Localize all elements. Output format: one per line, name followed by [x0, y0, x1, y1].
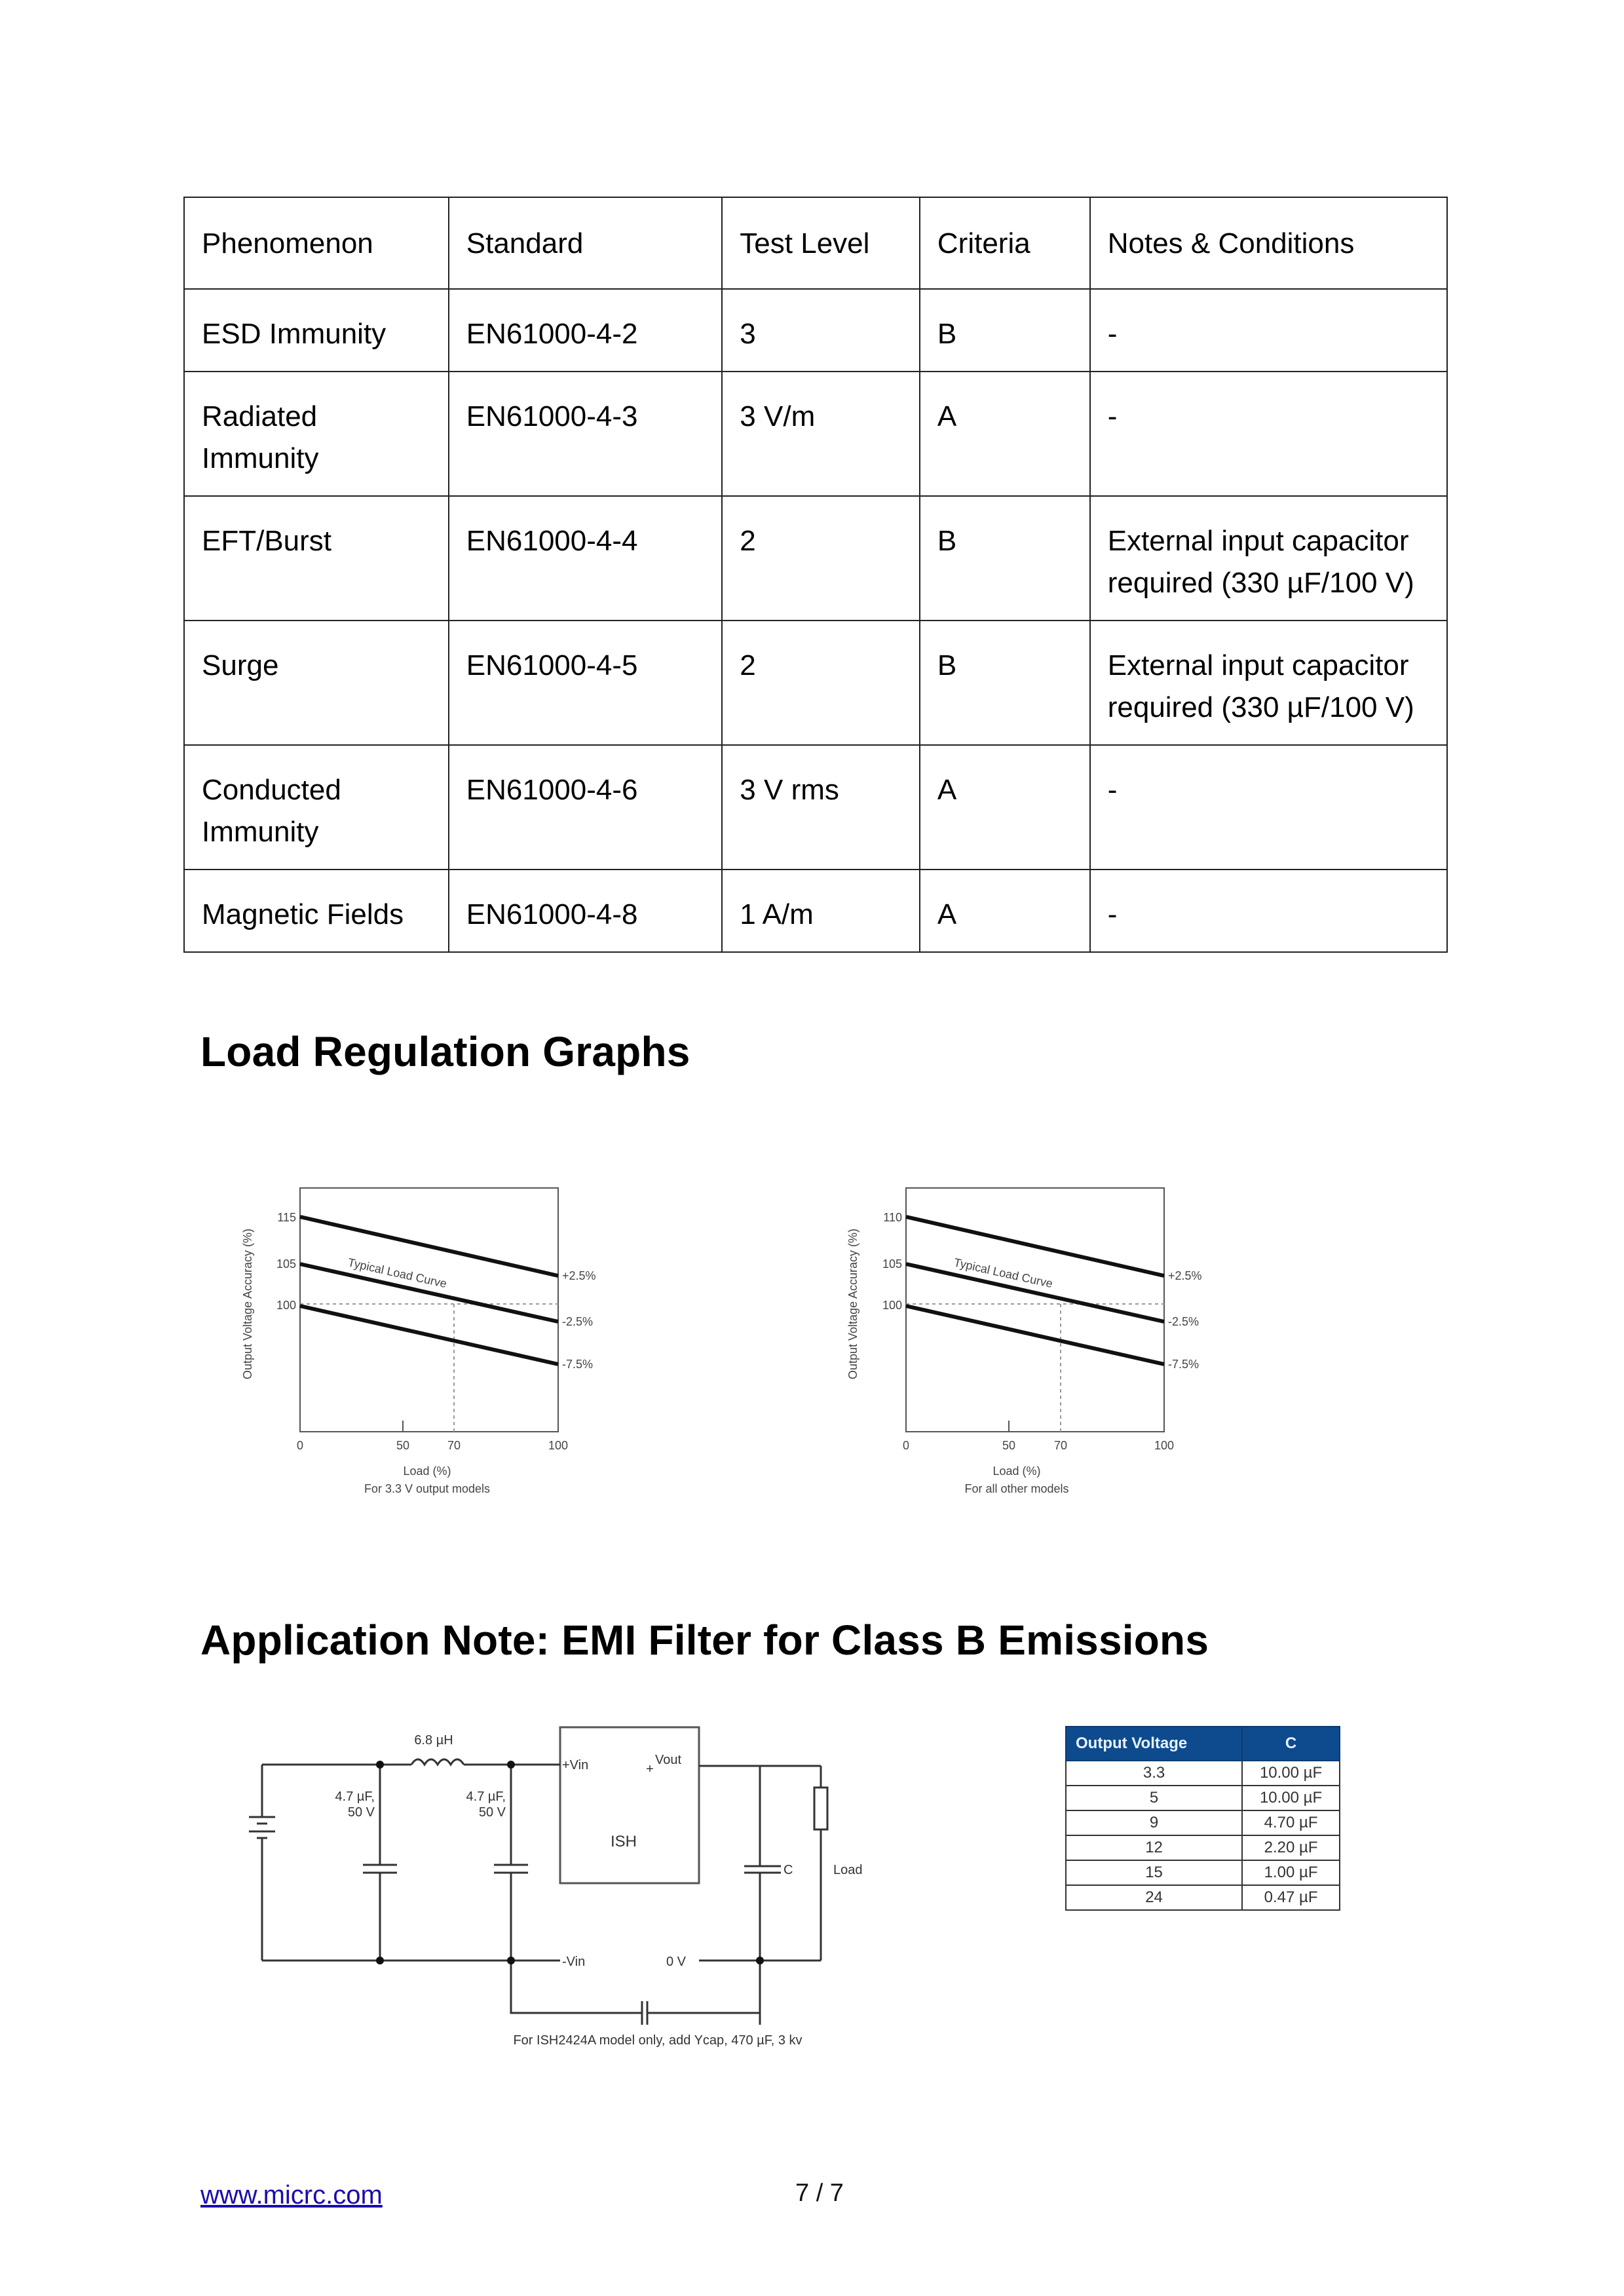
section-title-app-note: Application Note: EMI Filter for Class B Emissions: [200, 1617, 1209, 1664]
table-cell: EN61000-4-4: [449, 496, 723, 621]
table-cell: 9: [1066, 1810, 1242, 1835]
table-cell: 10.00 µF: [1242, 1786, 1340, 1810]
y-tick: 100: [276, 1299, 296, 1312]
table-cell: Conducted Immunity: [184, 745, 449, 870]
load-resistor-icon: [814, 1788, 827, 1829]
column-header: C: [1242, 1727, 1340, 1761]
table-cell: -: [1090, 289, 1447, 372]
table-row: [1066, 1885, 1340, 1910]
ycap-note: For ISH2424A model only, add Ycap, 470 µF, 3 kv: [513, 2033, 803, 2048]
series-label: -7.5%: [562, 1358, 594, 1371]
column-header: Test Level: [722, 197, 920, 289]
table-cell: External input capacitor required (330 µF/100 V): [1090, 621, 1447, 745]
load-regulation-chart-other: [839, 1166, 1402, 1507]
x-tick: 50: [396, 1439, 410, 1452]
y-axis-label: Output Voltage Accuracy (%): [241, 1228, 254, 1380]
series-label: -2.5%: [562, 1315, 594, 1328]
pin-vin-pos: +Vin: [562, 1758, 589, 1772]
series-line-plus-2-5: [906, 1217, 1164, 1276]
table-header-row: [184, 197, 1447, 289]
table-cell: EFT/Burst: [184, 496, 449, 621]
cap1-label: 50 V: [347, 1805, 375, 1820]
table-cell: B: [920, 496, 1090, 621]
column-header: Notes & Conditions: [1090, 197, 1447, 289]
pin-vin-neg: -Vin: [562, 1955, 586, 1969]
series-label: +2.5%: [562, 1269, 596, 1282]
table-cell: B: [920, 621, 1090, 745]
load-regulation-chart-3v3: [236, 1166, 799, 1507]
table-cell: 3.3: [1066, 1761, 1242, 1786]
table-cell: 5: [1066, 1786, 1242, 1810]
table-cell: -: [1090, 745, 1447, 870]
table-cell: 10.00 µF: [1242, 1761, 1340, 1786]
table-cell: 3 V/m: [722, 372, 920, 496]
emi-filter-schematic: [236, 1697, 865, 2048]
series-line-plus-2-5: [300, 1217, 558, 1276]
table-row: [184, 289, 1447, 372]
table-cell: 3: [722, 289, 920, 372]
load-label: Load: [833, 1863, 863, 1877]
table-row: [1066, 1860, 1340, 1885]
table-header-row: [1066, 1727, 1340, 1761]
table-cell: A: [920, 745, 1090, 870]
column-header: Phenomenon: [184, 197, 449, 289]
table-cell: Radiated Immunity: [184, 372, 449, 496]
x-tick: 100: [1154, 1439, 1175, 1452]
chart-subtitle: For all other models: [964, 1482, 1069, 1495]
inductor-label: 6.8 µH: [414, 1733, 453, 1748]
table-cell: EN61000-4-2: [449, 289, 723, 372]
table-row: [184, 621, 1447, 745]
module-label: ISH: [610, 1833, 637, 1850]
pin-vout: Vout: [654, 1753, 682, 1767]
y-axis-label: Output Voltage Accuracy (%): [846, 1228, 859, 1380]
curve-label: Typical Load Curve: [347, 1255, 448, 1291]
cap2-label: 50 V: [478, 1805, 506, 1820]
table-cell: External input capacitor required (330 µF/100 V): [1090, 496, 1447, 621]
x-tick: 0: [296, 1439, 304, 1452]
table-row: [1066, 1835, 1340, 1860]
y-tick: 100: [882, 1299, 902, 1312]
series-label: +2.5%: [1168, 1269, 1202, 1282]
table-row: [1066, 1761, 1340, 1786]
y-tick: 110: [883, 1211, 902, 1224]
section-title-load-regulation: Load Regulation Graphs: [200, 1028, 690, 1075]
cap-out-label: C: [784, 1863, 793, 1877]
table-cell: B: [920, 289, 1090, 372]
x-tick: 70: [447, 1439, 461, 1452]
table-cell: 2: [722, 621, 920, 745]
inductor-icon: [411, 1759, 464, 1765]
table-row: [1066, 1786, 1340, 1810]
table-row: [184, 372, 1447, 496]
column-header: Criteria: [920, 197, 1090, 289]
table-cell: Magnetic Fields: [184, 870, 449, 952]
table-cell: 15: [1066, 1860, 1242, 1885]
table-row: [184, 870, 1447, 952]
table-cell: -: [1090, 372, 1447, 496]
table-cell: -: [1090, 870, 1447, 952]
y-tick: 115: [277, 1211, 296, 1224]
table-row: [1066, 1810, 1340, 1835]
table-cell: Surge: [184, 621, 449, 745]
pin-plus: +: [646, 1762, 654, 1776]
website-link[interactable]: www.micrc.com: [200, 2181, 383, 2210]
x-axis-label: Load (%): [992, 1464, 1041, 1478]
curve-label: Typical Load Curve: [953, 1255, 1054, 1291]
y-tick: 105: [882, 1257, 902, 1271]
x-tick: 0: [902, 1439, 910, 1452]
table-cell: 2: [722, 496, 920, 621]
cap2-label: 4.7 µF,: [466, 1789, 506, 1804]
table-cell: 1 A/m: [722, 870, 920, 952]
table-cell: EN61000-4-5: [449, 621, 723, 745]
x-axis-label: Load (%): [403, 1464, 451, 1478]
table-row: [184, 496, 1447, 621]
series-label: -7.5%: [1168, 1358, 1199, 1371]
table-cell: 3 V rms: [722, 745, 920, 870]
series-label: -2.5%: [1168, 1315, 1199, 1328]
table-row: [184, 745, 1447, 870]
chart-subtitle: For 3.3 V output models: [364, 1482, 491, 1495]
emc-immunity-table: [183, 197, 1448, 953]
y-tick: 105: [276, 1257, 296, 1271]
table-cell: ESD Immunity: [184, 289, 449, 372]
table-cell: EN61000-4-8: [449, 870, 723, 952]
cap1-label: 4.7 µF,: [335, 1789, 375, 1804]
x-tick: 100: [548, 1439, 569, 1452]
x-tick: 50: [1002, 1439, 1016, 1452]
table-cell: 24: [1066, 1885, 1242, 1910]
table-cell: 2.20 µF: [1242, 1835, 1340, 1860]
column-header: Output Voltage: [1066, 1727, 1242, 1761]
table-cell: 4.70 µF: [1242, 1810, 1340, 1835]
table-cell: EN61000-4-6: [449, 745, 723, 870]
table-cell: EN61000-4-3: [449, 372, 723, 496]
column-header: Standard: [449, 197, 723, 289]
pin-0v: 0 V: [666, 1955, 687, 1969]
output-capacitor-table: [1065, 1726, 1340, 1911]
page-number: 7 / 7: [795, 2179, 844, 2207]
table-cell: 1.00 µF: [1242, 1860, 1340, 1885]
table-cell: A: [920, 372, 1090, 496]
table-cell: A: [920, 870, 1090, 952]
x-tick: 70: [1053, 1439, 1068, 1452]
table-cell: 0.47 µF: [1242, 1885, 1340, 1910]
table-cell: 12: [1066, 1835, 1242, 1860]
